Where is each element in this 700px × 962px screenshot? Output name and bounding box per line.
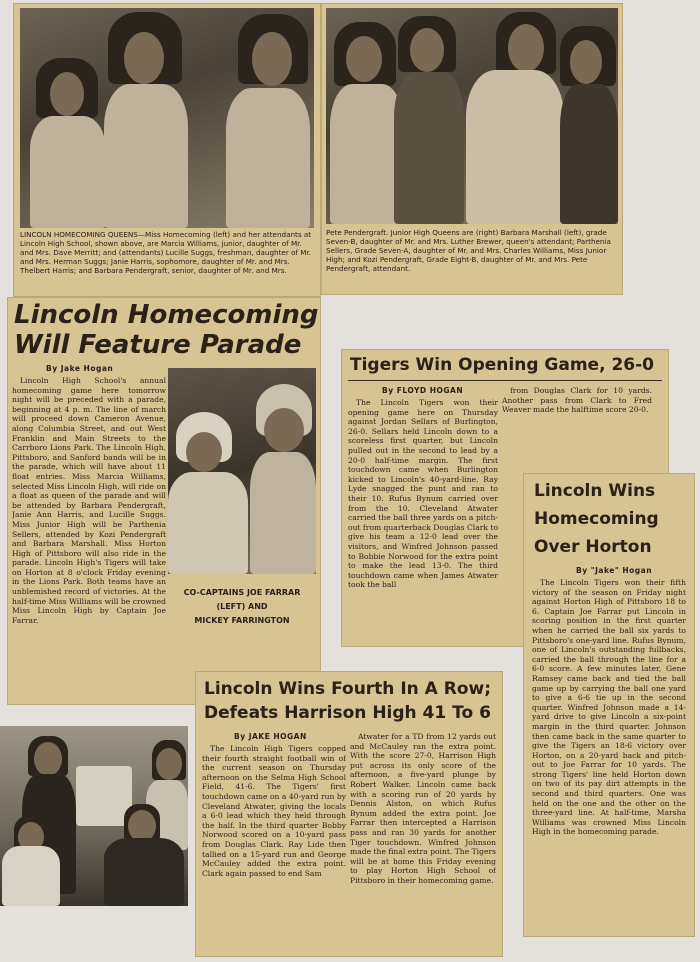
tigers-col-2 bbox=[502, 386, 652, 456]
horton-headline-3: Over Horton bbox=[534, 537, 652, 557]
co-captains-caption-3: MICKEY FARRINGTON bbox=[194, 616, 290, 625]
horton-body bbox=[532, 578, 686, 932]
horton-headline-2: Homecoming bbox=[534, 509, 659, 529]
tigers-col-1 bbox=[348, 398, 498, 642]
tigers-col-2-text: from Douglas Clark for 10 yards. Another pass from Clark to Fred Weaver made the halftime score 20-0. bbox=[502, 386, 652, 415]
horton-byline: By "Jake" Hogan bbox=[576, 566, 653, 575]
queens-clipping-left bbox=[14, 4, 320, 296]
horton-body-text: The Lincoln Tigers won their fifth victory of the season on Friday night against Horton High of Pittsboro 18 to 6. Captain Joe Farrar put Lincoln in scoring position in the first quarter when he carried the ball six yards to Pittsboro's one-yard line. Rufus Bynum, one of Lincoln's outstanding fullbacks, carried the ball through the line for a 6-0 score. A few minutes later, Gene Ramsey came back and tied the ball game up by carrying the ball one yard to give a 6-6 tie up in the second quarter. Winfred Johnson made a 14-yard drive to give Lincoln a six-point margin in the third quarter. Johnson then came back in the same quarter to give the Tigers an 18-6 victory over Horton, on a 20-yard back and pitch-out to Joe Farrar for 10 yards. The strong Tigers' line held Horton down on two of its pay dirt attempts in the second and third quarters. One was held on the one and the other on the three-yard line. At half-time, Marsha Williams was crowned Miss Lincoln High in the homecoming parade. bbox=[532, 578, 686, 837]
group-photo bbox=[0, 726, 188, 906]
queens-clipping-right bbox=[322, 4, 622, 294]
harrison-col-1 bbox=[202, 744, 346, 952]
parade-headline-1: Lincoln Homecoming bbox=[14, 300, 319, 330]
harrison-byline: By JAKE HOGAN bbox=[234, 732, 307, 741]
co-captains-caption-2: (LEFT) AND bbox=[216, 602, 268, 611]
parade-body-text: Lincoln High School's annual homecoming game here tomorrow night will be preceded with a parade, beginning at 4 p. m. The line of march will proceed down Cameron Avenue, along Columbia Street, and out West Franklin and Main Streets to the Carrboro Lions Park. The Lincoln High, Pittsboro, and Sanford bands will be in the parade, which will have about 11 float entries. Miss Marcia Williams, selected Miss Lincoln High, will ride on a float as queen of the parade and will be attended by Barbara Pendergraft, Janie Ann Harris, and Lucille Suggs. Miss Junior High will be Parthenia Sellers, attended by Kozi Pendergraft and Barbara Marshall. Miss Horton High of Pittsboro will also ride in the parade. Lincoln High's Tigers will take on Horton at 8 o'clock Friday evening in the Lions Park. Both teams have an unblemished record of victories. At the half-time Miss Williams will be crowned Miss Lincoln High by Captain Joe Farrar. bbox=[12, 376, 166, 625]
harrison-col-2-text: Atwater for a TD from 12 yards out and McCauley ran the extra point. With the score 27-0, Harrison High put across its only score of the afternoon, a five-yard plunge by Robert Walker. Lincoln came back with a scoring run of 20 yards by Dennis Alston, on which Rufus Bynum added the extra point. Joe Farrar then intercepted a Harrison pass and ran 30 yards for another Tiger touchdown. Winfred Johnson made the final extra point. The Tigers will be at home this Friday evening to play Horton High School of Pittsboro in their homecoming game. bbox=[350, 732, 496, 885]
co-captains-photo bbox=[168, 368, 316, 574]
tigers-byline: By FLOYD HOGAN bbox=[382, 386, 464, 395]
harrison-headline-1: Lincoln Wins Fourth In A Row; bbox=[204, 679, 492, 699]
harrison-col-2 bbox=[350, 732, 496, 952]
harrison-headline-2: Defeats Harrison High 41 To 6 bbox=[204, 703, 491, 723]
parade-body bbox=[12, 376, 166, 700]
queens-photo-left bbox=[20, 8, 314, 228]
tigers-headline: Tigers Win Opening Game, 26-0 bbox=[350, 355, 654, 375]
co-captains-caption-1: CO-CAPTAINS JOE FARRAR bbox=[183, 588, 301, 597]
horton-article bbox=[524, 474, 694, 936]
parade-headline-2: Will Feature Parade bbox=[14, 330, 302, 360]
queens-caption-left: LINCOLN HOMECOMING QUEENS—Miss Homecoming (left) and her attendants at Lincoln High School, shown above, are Marcia Williams, junior, daughter of Mr. and Mrs. Dave Merritt; and (attendants) Lucille Suggs, freshman, daughter of Mr. and Mrs. Herman Suggs; Janie Harris, sophomore, daughter of Mr. and Mrs. Thelbert Harris; and Barbara Pendergraft, senior, daughter of Mr. and Mrs. bbox=[20, 230, 312, 275]
parade-article bbox=[8, 298, 320, 704]
harrison-col-1-text: The Lincoln High Tigers copped their fourth straight football win of the current season on Thursday afternoon on the Selma High School Field, 41-6. The Tigers' first touchdown came on a 40-yard run by Cleveland Atwater, giving the locals a 6-0 lead which they held through the half. In the third quarter Bobby Norwood scored on a 10-yard pass from Douglas Clark. Ray Lide then tallied on a 15-yard run and George McCauley added the extra point. Clark again passed to end Sam bbox=[202, 744, 346, 878]
queens-caption-right: Pete Pendergraft. Junior High Queens are (right) Barbara Marshall (left), grade Seven-B, daughter of Mr. and Mrs. Luther Brewer, queen's attendant; Parthenia Sellers, Grade Seven-A, daughter of Mr. and Mrs. Charles Williams, Miss Junior High; and Kozi Pendergraft, Grade Eight-B, daughter of Mr. and Mrs. Pete Pendergraft, attendant. bbox=[326, 228, 611, 273]
harrison-article bbox=[196, 672, 502, 956]
tigers-col-1-text: The Lincoln Tigers won their opening game here on Thursday against Jordan Sellars of Burlington, 26-0. Sellars held Lincoln down to a scoreless first quarter, but Lincoln pulled out in the second to lead by a 20-0 half-time margin. The first touchdown came when Burlington kicked to Lincoln's 40-yard-line. Ray Lyde snagged the punt and ran to their 10. Rufus Bynum carried over from the 10. Cleveland Atwater carried the ball three yards on a pitch-out from quarterback Douglas Clark to give his team a 12-0 lead over the visitors, and Winfred Johnson passed to Bobbie Norwood for the extra point to make the lead 13-0. The third touchdown came when James Atwater took the ball bbox=[348, 398, 498, 590]
parade-byline: By Jake Hogan bbox=[46, 364, 114, 373]
queens-photo-right bbox=[326, 8, 618, 224]
horton-headline-1: Lincoln Wins bbox=[534, 481, 656, 501]
